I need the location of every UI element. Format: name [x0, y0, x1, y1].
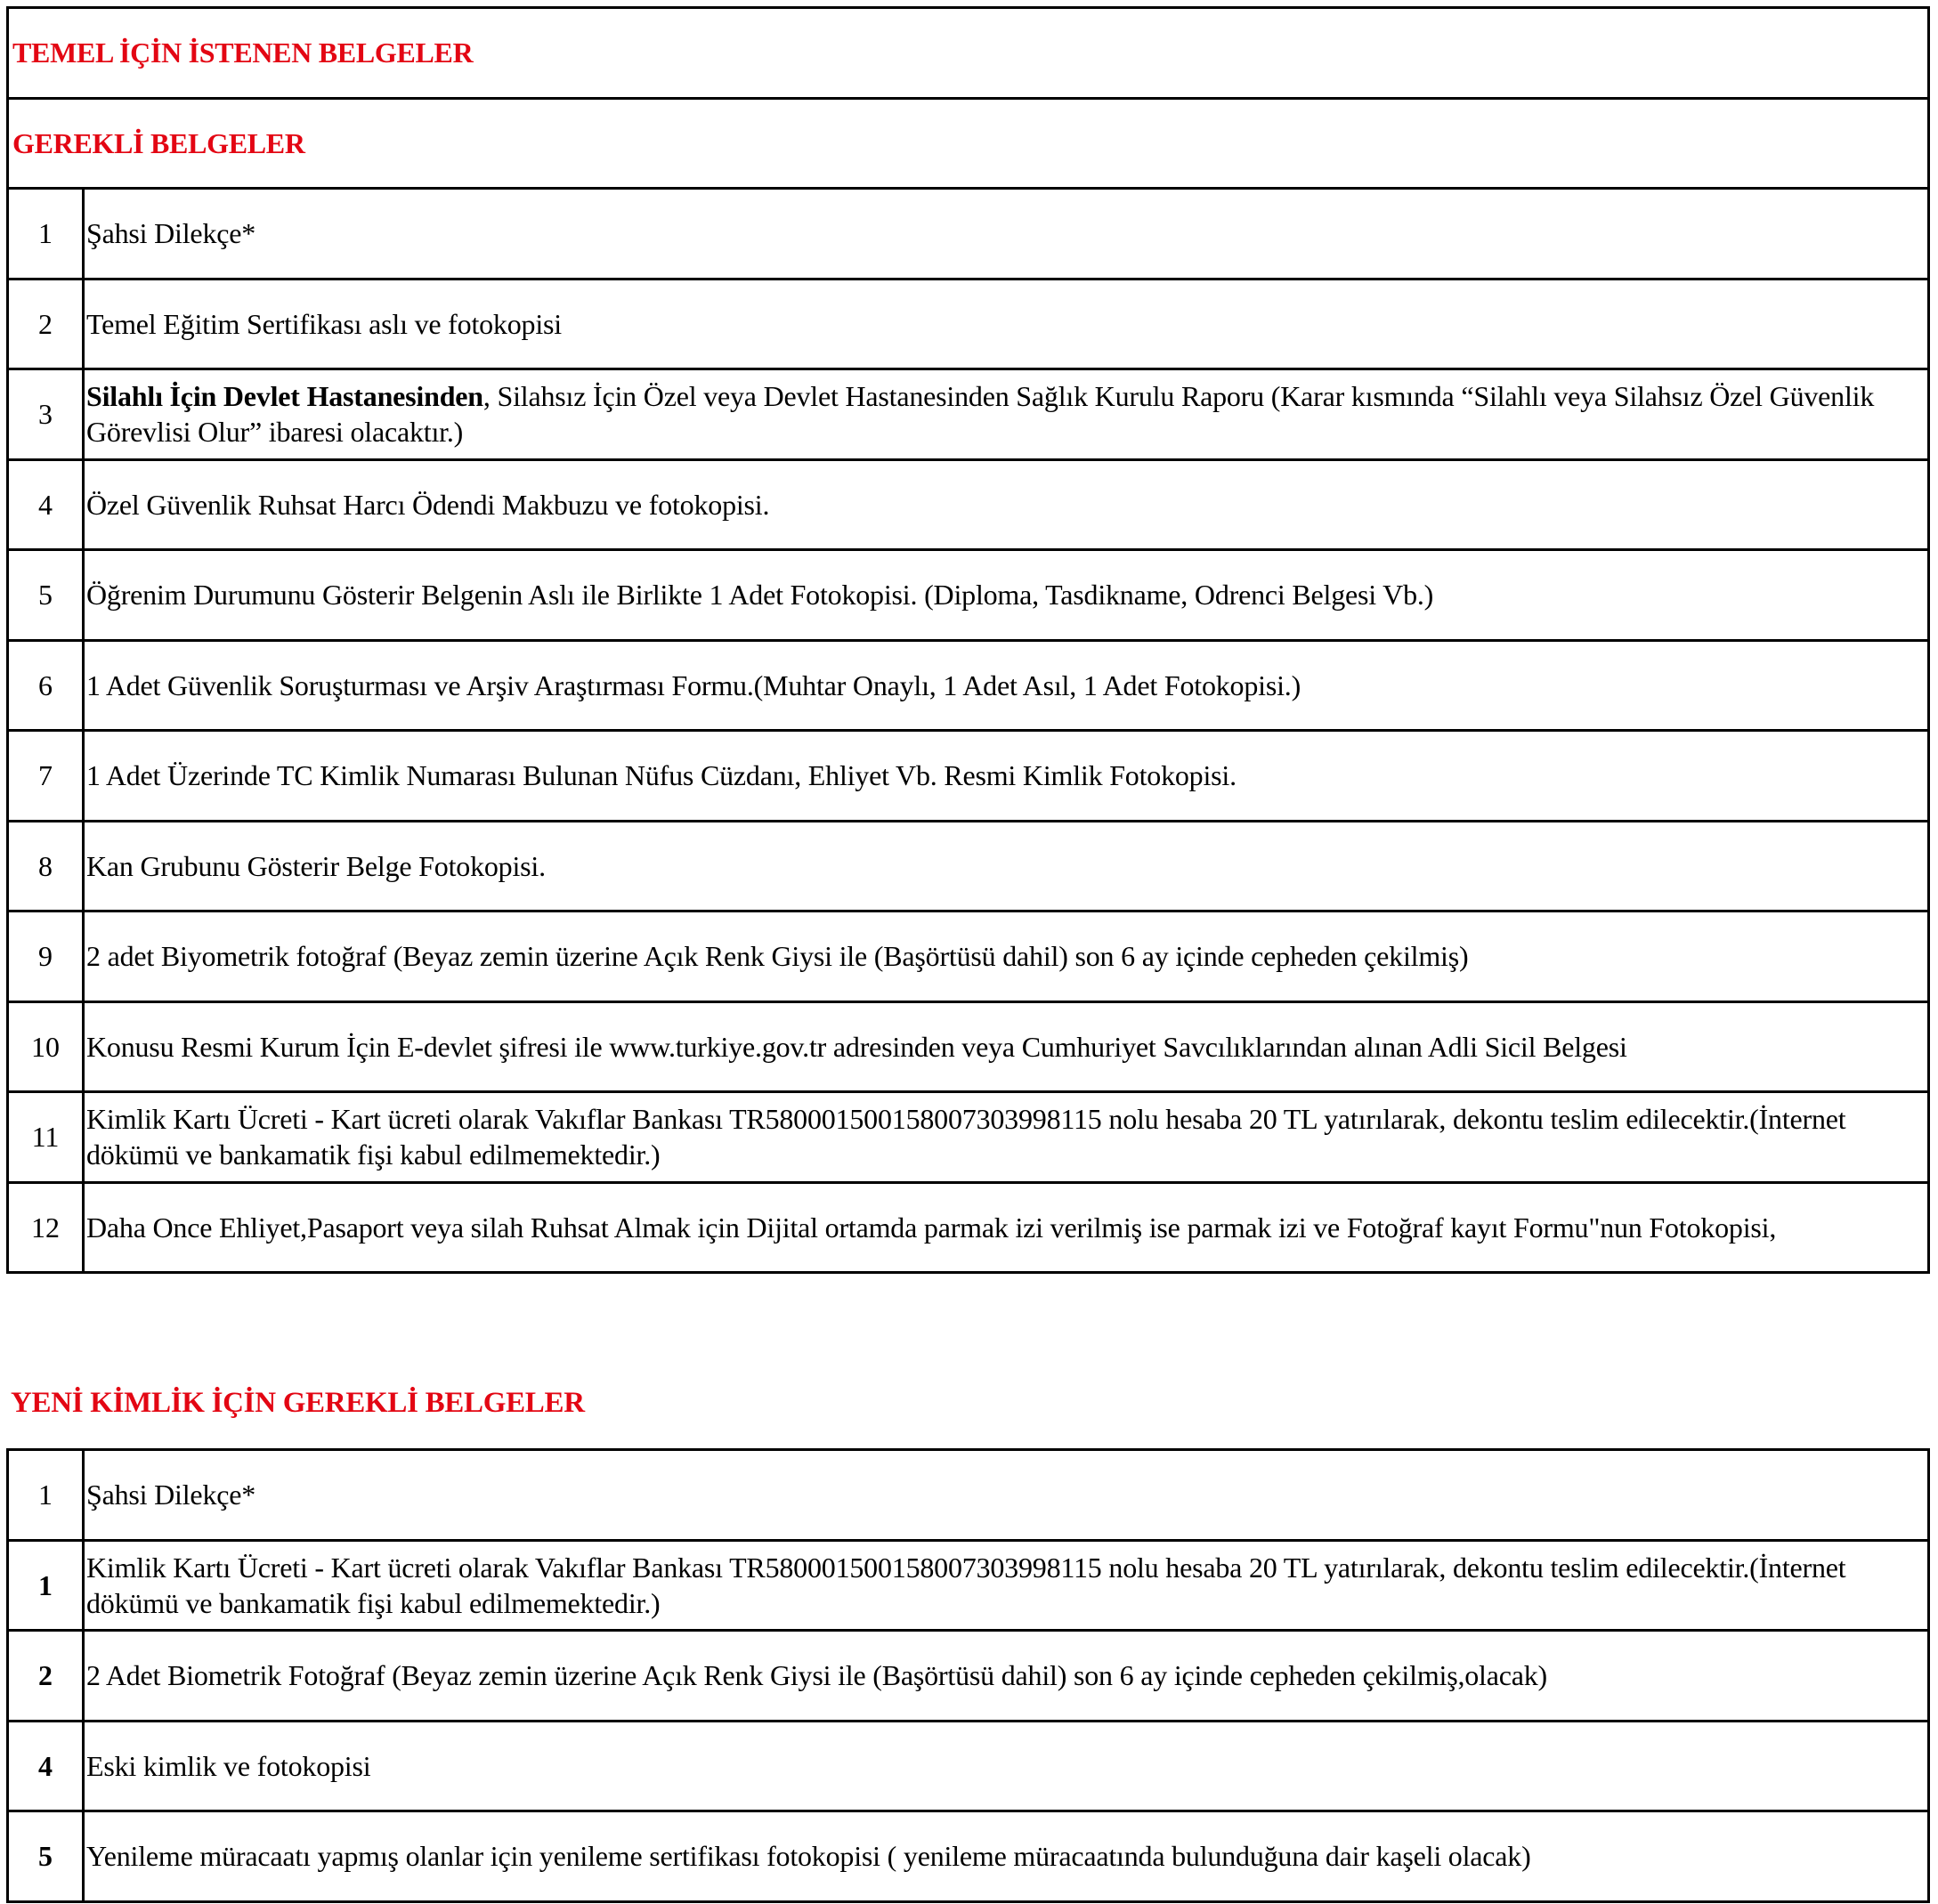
table-row	[8, 189, 1929, 280]
row-number: 5	[8, 550, 84, 641]
row-number: 12	[8, 1182, 84, 1273]
table-row	[8, 1721, 1929, 1811]
table-row	[8, 1631, 1929, 1722]
row-number: 11	[8, 1092, 84, 1183]
row-number: 7	[8, 731, 84, 822]
row-number: 8	[8, 821, 84, 911]
row-text: Öğrenim Durumunu Gösterir Belgenin Aslı ile Birlikte 1 Adet Fotokopisi. (Diploma, Tasdikname, Odrenci Belgesi Vb.)	[84, 550, 1929, 641]
row-number: 6	[8, 640, 84, 731]
row-number: 2	[8, 1631, 84, 1722]
row-text: Kan Grubunu Gösterir Belge Fotokopisi.	[84, 821, 1929, 911]
table-row	[8, 821, 1929, 911]
temel-documents-table	[6, 6, 1930, 1274]
yeni-kimlik-documents-table	[6, 1448, 1930, 1903]
required-documents-subtitle: GEREKLİ BELGELER	[8, 98, 1929, 189]
table-row	[8, 1811, 1929, 1902]
table-row	[8, 550, 1929, 641]
row-number: 5	[8, 1811, 84, 1902]
row-text: Özel Güvenlik Ruhsat Harcı Ödendi Makbuzu ve fotokopisi.	[84, 459, 1929, 550]
table-row	[8, 459, 1929, 550]
yeni-kimlik-title: YENİ KİMLİK İÇİN GEREKLİ BELGELER	[11, 1387, 585, 1419]
row-number: 4	[8, 459, 84, 550]
row-text-emphasis: Silahlı İçin Devlet Hastanesinden	[86, 380, 483, 413]
row-text: 2 Adet Biometrik Fotoğraf (Beyaz zemin üzerine Açık Renk Giysi ile (Başörtüsü dahil) son 6 ay içinde cepheden çekilmiş,olacak)	[84, 1631, 1929, 1722]
temel-title: TEMEL İÇİN İSTENEN BELGELER	[8, 8, 1929, 99]
row-number: 9	[8, 911, 84, 1002]
row-text	[84, 369, 1929, 460]
row-text-rest: , Silahsız İçin Özel veya Devlet Hastanesinden Sağlık Kurulu Raporu (Karar kısmında “Silahlı veya Silahsız Özel Güvenlik Görevlisi Olur” ibaresi olacaktır.)	[86, 380, 1875, 449]
row-number: 1	[8, 1450, 84, 1541]
table-row	[8, 1092, 1929, 1183]
row-text: Kimlik Kartı Ücreti - Kart ücreti olarak Vakıflar Bankası TR580001500158007303998115 nolu hesaba 20 TL yatırılarak, dekontu teslim edilecektir.(İnternet dökümü ve bankamatik fişi kabul edilmemektedir.)	[84, 1540, 1929, 1631]
row-text: 1 Adet Güvenlik Soruşturması ve Arşiv Araştırması Formu.(Muhtar Onaylı, 1 Adet Asıl, 1 Adet Fotokopisi.)	[84, 640, 1929, 731]
row-text: Şahsi Dilekçe*	[84, 189, 1929, 280]
table-row	[8, 640, 1929, 731]
row-number: 4	[8, 1721, 84, 1811]
row-number: 3	[8, 369, 84, 460]
table-row	[8, 1450, 1929, 1541]
row-text: Daha Once Ehliyet,Pasaport veya silah Ruhsat Almak için Dijital ortamda parmak izi verilmiş ise parmak izi ve Fotoğraf kayıt Formu"nun Fotokopisi,	[84, 1182, 1929, 1273]
row-number: 10	[8, 1001, 84, 1092]
table-row	[8, 1182, 1929, 1273]
table-title-row	[8, 8, 1929, 99]
table-row	[8, 911, 1929, 1002]
row-number: 1	[8, 1540, 84, 1631]
row-text: Temel Eğitim Sertifikası aslı ve fotokopisi	[84, 279, 1929, 369]
row-text: 1 Adet Üzerinde TC Kimlik Numarası Bulunan Nüfus Cüzdanı, Ehliyet Vb. Resmi Kimlik Fotokopisi.	[84, 731, 1929, 822]
row-text: 2 adet Biyometrik fotoğraf (Beyaz zemin üzerine Açık Renk Giysi ile (Başörtüsü dahil) son 6 ay içinde cepheden çekilmiş)	[84, 911, 1929, 1002]
row-text: Yenileme müracaatı yapmış olanlar için yenileme sertifikası fotokopisi ( yenileme müracaatında bulunduğuna dair kaşeli olacak)	[84, 1811, 1929, 1902]
table-row	[8, 731, 1929, 822]
row-number: 1	[8, 189, 84, 280]
row-text: Şahsi Dilekçe*	[84, 1450, 1929, 1541]
table-row	[8, 369, 1929, 460]
table-row	[8, 1001, 1929, 1092]
row-text: Konusu Resmi Kurum İçin E-devlet şifresi ile www.turkiye.gov.tr adresinden veya Cumhuriyet Savcılıklarından alınan Adli Sicil Belgesi	[84, 1001, 1929, 1092]
row-number: 2	[8, 279, 84, 369]
table-row	[8, 279, 1929, 369]
table-subtitle-row	[8, 98, 1929, 189]
row-text: Eski kimlik ve fotokopisi	[84, 1721, 1929, 1811]
row-text: Kimlik Kartı Ücreti - Kart ücreti olarak Vakıflar Bankası TR580001500158007303998115 nolu hesaba 20 TL yatırılarak, dekontu teslim edilecektir.(İnternet dökümü ve bankamatik fişi kabul edilmemektedir.)	[84, 1092, 1929, 1183]
table-row	[8, 1540, 1929, 1631]
